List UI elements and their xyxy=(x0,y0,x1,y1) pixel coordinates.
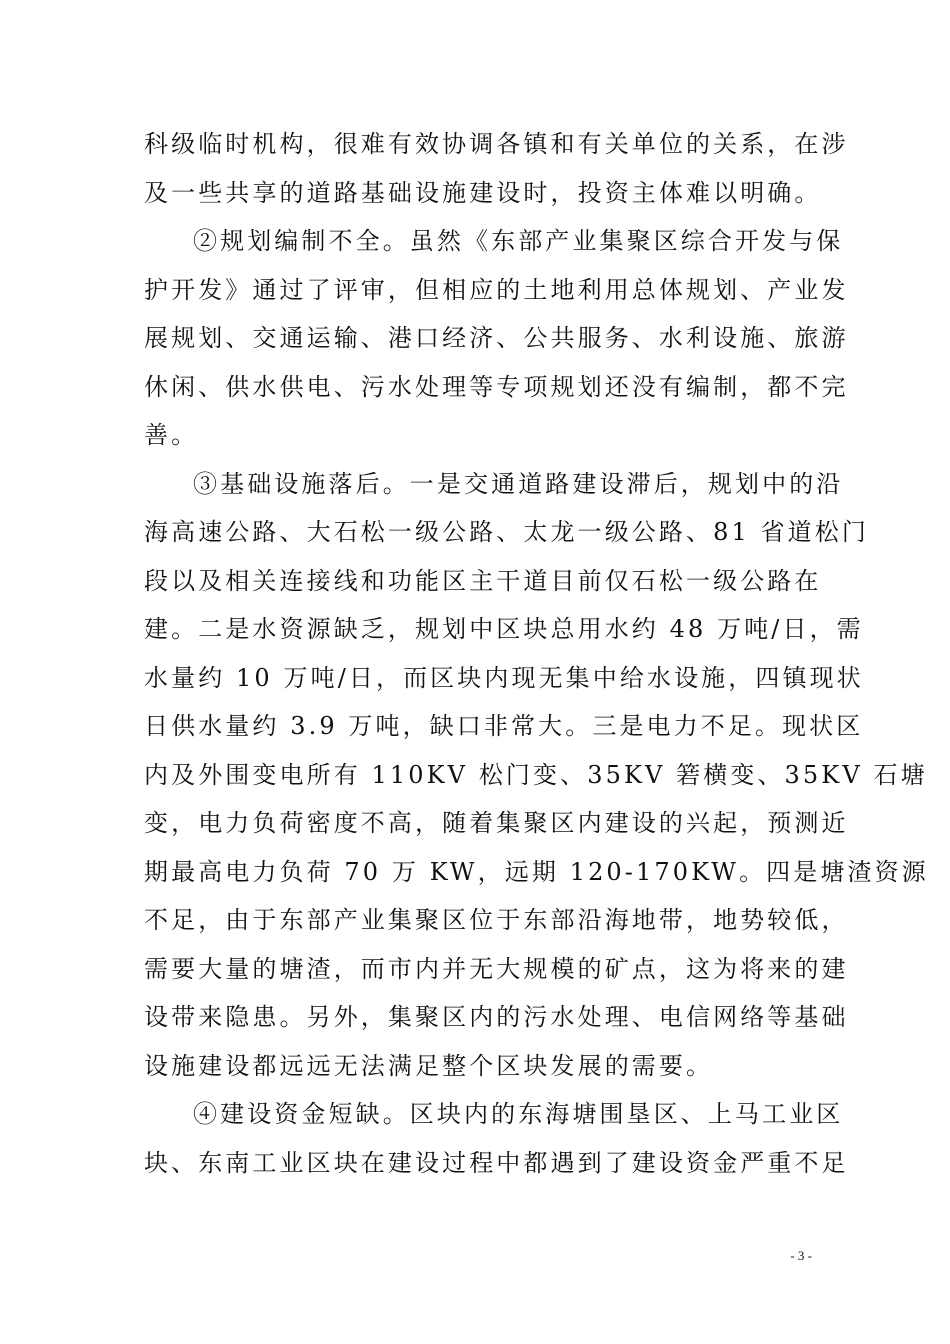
paragraph-1 xyxy=(144,120,849,217)
paragraph-2 xyxy=(144,217,849,460)
text-line: 水量约 10 万吨/日，而区块内现无集中给水设施，四镇现状 xyxy=(144,663,864,692)
text-line: ③基础设施落后。一是交通道路建设滞后，规划中的沿 xyxy=(193,469,844,498)
text-line: 休闲、供水供电、污水处理等专项规划还没有编制，都不完 xyxy=(144,372,849,401)
body-text xyxy=(144,120,929,1187)
page-number-label: - 3 - xyxy=(790,1248,812,1263)
text-line: ②规划编制不全。虽然《东部产业集聚区综合开发与保 xyxy=(193,227,844,255)
text-line: 变，电力负荷密度不高，随着集聚区内建设的兴起，预测近 xyxy=(144,809,849,837)
text-line: 日供水量约 3.9 万吨，缺口非常大。三是电力不足。现状区 xyxy=(144,712,864,740)
text-line: 科级临时机构，很难有效协调各镇和有关单位的关系，在涉 xyxy=(144,130,849,158)
text-line: 需要大量的塘渣，而市内并无大规模的矿点，这为将来的建 xyxy=(144,954,849,983)
text-line: ④建设资金短缺。区块内的东海塘围垦区、上马工业区 xyxy=(193,1100,844,1128)
text-line: 建。二是水资源缺乏，规划中区块总用水约 48 万吨/日，需 xyxy=(144,615,864,643)
text-line: 不足，由于东部产业集聚区位于东部沿海地带，地势较低， xyxy=(144,906,849,934)
text-line: 段以及相关连接线和功能区主干道目前仅石松一级公路在 xyxy=(144,566,822,595)
text-line: 海高速公路、大石松一级公路、太龙一级公路、81 省道松门 xyxy=(144,518,869,546)
text-line: 护开发》通过了评审，但相应的土地利用总体规划、产业发 xyxy=(144,275,849,304)
paragraph-3 xyxy=(144,460,929,1091)
text-line: 善。 xyxy=(144,421,199,449)
text-line: 设施建设都远远无法满足整个区块发展的需要。 xyxy=(144,1051,714,1080)
paragraph-4 xyxy=(144,1090,849,1187)
text-line: 展规划、交通运输、港口经济、公共服务、水利设施、旅游 xyxy=(144,324,849,352)
text-line: 及一些共享的道路基础设施建设时，投资主体难以明确。 xyxy=(144,178,822,207)
text-line: 块、东南工业区块在建设过程中都遇到了建设资金严重不足 xyxy=(144,1148,849,1177)
text-line: 期最高电力负荷 70 万 KW，远期 120-170KW。四是塘渣资源 xyxy=(144,857,929,886)
text-line: 设带来隐患。另外，集聚区内的污水处理、电信网络等基础 xyxy=(144,1003,849,1031)
text-line: 内及外围变电所有 110KV 松门变、35KV 箬横变、35KV 石塘 xyxy=(144,760,928,789)
